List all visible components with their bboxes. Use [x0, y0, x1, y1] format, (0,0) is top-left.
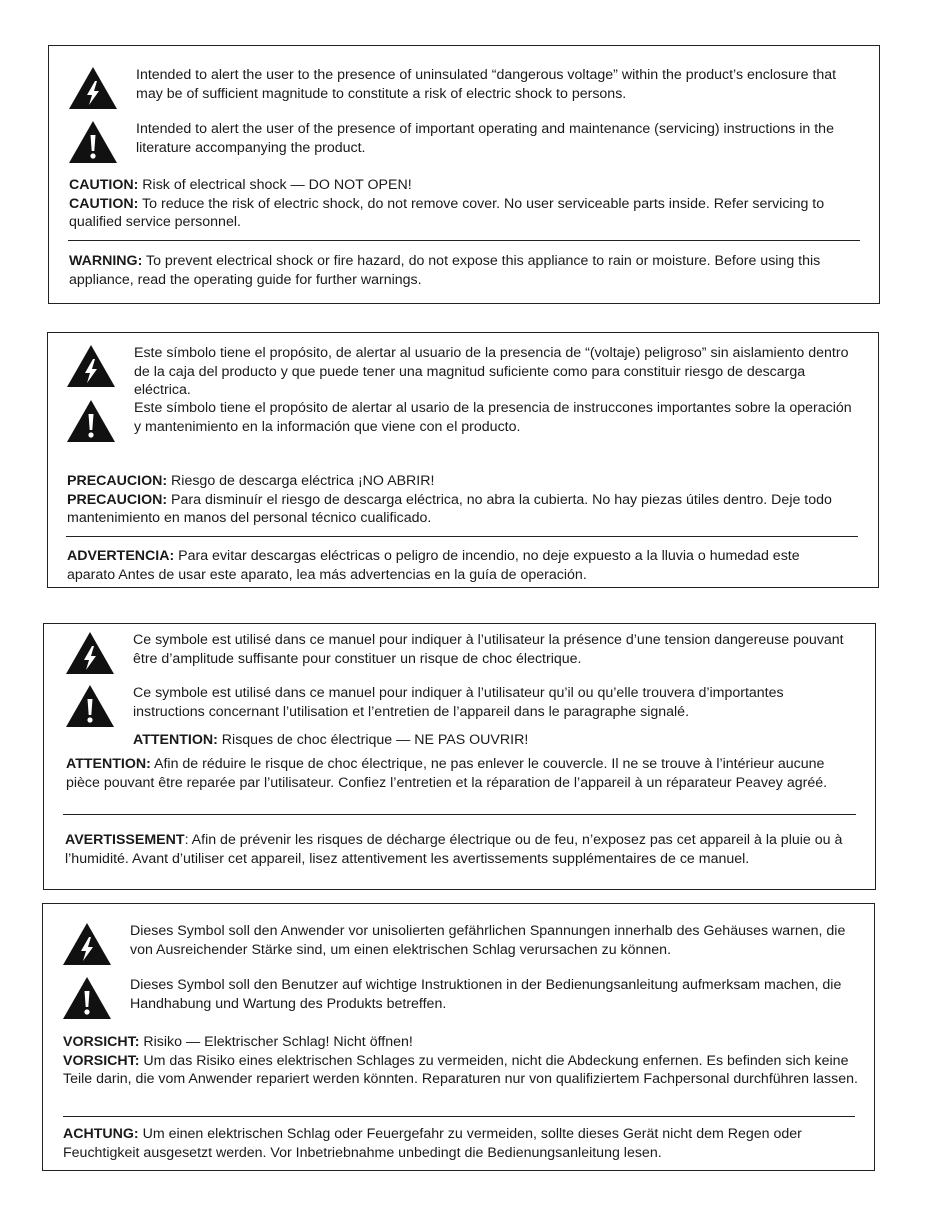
exclamation-symbol-description: Ce symbole est utilisé dans ce manuel pour indiquer à l’utilisateur qu’il ou qu’elle trouvera d’importantes instructions concernant l’utilisation et l’entretien de l’appareil dans le paragraphe signalé.	[133, 685, 784, 720]
caution-text: Riesgo de descarga eléctrica ¡NO ABRIR!	[167, 473, 435, 489]
warning-label: AVERTISSEMENT	[65, 832, 185, 848]
shock-symbol-description: Ce symbole est utilisé dans ce manuel pour indiquer à l’utilisateur la présence d’une tension dangereuse pouvant être d’amplitude suffisante pour constituer un risque de choc électrique.	[133, 632, 844, 667]
exclamation-symbol-description: Intended to alert the user of the presence of important operating and maintenance (servicing) instructions in the literature accompanying the product.	[136, 121, 834, 156]
exclamation-warning-icon	[66, 399, 116, 443]
english-exclaim-row	[68, 120, 838, 164]
caution-text: Risk of electrical shock — DO NOT OPEN!	[138, 177, 412, 193]
spanish-warning-block	[67, 547, 847, 584]
english-warning-block	[69, 252, 839, 289]
caution-label: ATTENTION:	[66, 756, 151, 772]
german-shock-row	[62, 922, 852, 966]
warning-label: ADVERTENCIA:	[67, 548, 175, 564]
shock-symbol-description: Intended to alert the user to the presence of uninsulated “dangerous voltage” within the product’s enclosure that may be of sufficient magnitude to constitute a risk of electric shock to persons.	[136, 67, 837, 102]
divider	[68, 240, 860, 241]
french-attention-line	[133, 731, 833, 750]
divider	[63, 1116, 855, 1117]
exclamation-symbol-description: Este símbolo tiene el propósito de alertar al usario de la presencia de instruccones importantes sobre la operación y mantenimiento en la información que viene con el producto.	[134, 400, 852, 435]
shock-symbol-description: Dieses Symbol soll den Anwender vor unisolierten gefährlichen Spannungen innerhalb des Gehäuses warnen, die von Ausreichender Stärke sind, um einen elektrischen Schlag verursachen zu können.	[130, 923, 846, 958]
exclamation-warning-icon	[68, 120, 118, 164]
shock-symbol-description: Este símbolo tiene el propósito, de alertar al usuario de la presencia de “(voltaje) peligroso” sin aislamiento dentro de la caja del producto y que puede tener una magnitud suficiente como para constituir riesgo de descarga eléctrica.	[134, 345, 849, 398]
warning-label: WARNING:	[69, 253, 143, 269]
lightning-warning-icon	[68, 66, 118, 110]
caution-text: Risiko — Elektrischer Schlag! Nicht öffnen!	[139, 1034, 413, 1050]
english-caution-block	[69, 176, 829, 232]
exclamation-warning-icon	[62, 976, 112, 1020]
german-warning-block	[63, 1125, 853, 1162]
french-exclaim-row	[65, 684, 857, 728]
warning-text: To prevent electrical shock or fire hazard, do not expose this appliance to rain or moisture. Before using this appliance, read the operating guide for further warnings.	[69, 253, 821, 288]
caution-text: Afin de réduire le risque de choc électrique, ne pas enlever le couvercle. Il ne se trouve à l’intérieur aucune pièce pouvant être reparée par l’utilisateur. Confiez l’entretien et la réparation de l’appareil à un réparateur Peavey agréé.	[66, 756, 828, 791]
french-shock-row	[65, 631, 857, 675]
spanish-exclaim-row	[66, 399, 854, 443]
exclamation-symbol-description: Dieses Symbol soll den Benutzer auf wichtige Instruktionen in der Bedienungsanleitung aufmerksam machen, die Handhabung und Wartung des Produkts betreffen.	[130, 977, 842, 1012]
caution-text: Para disminuír el riesgo de descarga eléctrica, no abra la cubierta. No hay piezas útiles dentro. Deje todo mantenimiento en manos del personal técnico cualificado.	[67, 491, 832, 526]
caution-label: PRECAUCION:	[67, 491, 168, 508]
caution-text: To reduce the risk of electric shock, do not remove cover. No user serviceable parts inside. Refer servicing to qualified service personnel.	[69, 195, 825, 230]
german-caution-block	[63, 1033, 858, 1089]
lightning-warning-icon	[62, 922, 112, 966]
divider	[66, 536, 858, 537]
english-shock-row	[68, 66, 838, 110]
french-caution-block	[66, 755, 856, 792]
caution-label: CAUTION:	[69, 177, 139, 193]
spanish-caution-block	[67, 472, 843, 528]
warning-text: Para evitar descargas eléctricas o peligro de incendio, no deje expuesto a la lluvia o humedad este aparato Antes de usar este aparato, lea más advertencias en la guía de operación.	[67, 548, 800, 583]
caution-label: VORSICHT:	[63, 1034, 140, 1050]
caution-label: PRECAUCION:	[67, 473, 168, 489]
caution-text: Um das Risiko eines elektrischen Schlages zu vermeiden, nicht die Abdeckung enfernen. Es befinden sich keine Teile darin, die vom Anwender repariert werden könnten. Reparaturen nur von qualifiziertem Fachpersonal durchführen lassen.	[63, 1052, 858, 1087]
caution-label: VORSICHT:	[63, 1052, 140, 1069]
divider	[63, 814, 856, 815]
warning-label: ACHTUNG:	[63, 1126, 139, 1142]
german-exclaim-row	[62, 976, 852, 1020]
warning-text: : Afin de prévenir les risques de décharge électrique ou de feu, n’exposez pas cet appareil à la pluie ou à l’humidité. Avant d’utiliser cet appareil, lisez attentivement les avertissements supplémentaires de ce manuel.	[65, 832, 843, 867]
lightning-warning-icon	[66, 344, 116, 388]
exclamation-warning-icon	[65, 684, 115, 728]
spanish-shock-row	[66, 344, 854, 400]
caution-label: CAUTION:	[69, 195, 139, 212]
warning-text: Um einen elektrischen Schlag oder Feuergefahr zu vermeiden, sollte dieses Gerät nicht dem Regen oder Feuchtigkeit ausgesetzt werden. Vor Inbetriebnahme unbedingt die Bedienungsanleitung lesen.	[63, 1126, 802, 1161]
caution-text: Risques de choc électrique — NE PAS OUVRIR!	[217, 732, 529, 748]
lightning-warning-icon	[65, 631, 115, 675]
caution-label: ATTENTION:	[133, 732, 218, 748]
french-warning-block	[65, 831, 855, 868]
